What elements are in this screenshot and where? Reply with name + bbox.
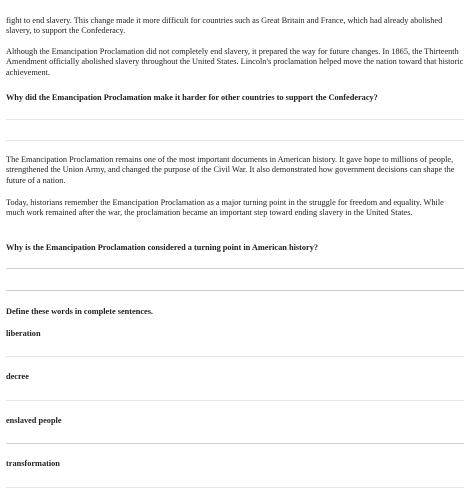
paragraph-thirteenth-amendment: Although the Emancipation Proclamation did not completely end slavery, it prepared the way for future changes. In 1865, the Thirteenth Amendment officially abolished slavery throughout the United States. Lincoln's proclamation helped move the nation toward that historic achievement. [6,47,464,77]
answer-line-1b[interactable] [6,140,464,141]
answer-line-2b[interactable] [6,290,464,291]
question-2: Why is the Emancipation Proclamation considered a turning point in American history? [6,243,318,252]
paragraph-turning-point: Today, historians remember the Emancipation Proclamation as a major turning point in the struggle for freedom and equality. While much work remained after the war, the proclamation became an important step toward ending slavery in the United States. [6,198,444,218]
answer-line-1a[interactable] [6,119,464,120]
vocab-answer-line-transformation[interactable] [6,487,464,488]
vocab-answer-line-decree[interactable] [6,400,464,401]
vocab-word-enslaved-people: enslaved people [6,416,62,425]
answer-line-2a[interactable] [6,268,464,269]
vocab-answer-line-enslaved-people[interactable] [6,443,464,444]
vocab-answer-line-liberation[interactable] [6,356,464,357]
paragraph-importance: The Emancipation Proclamation remains one of the most important documents in American history. It gave hope to millions of people, strengthened the Union Army, and changed the purpose of the Civil War. It also demonstrated how government decisions can shape the future of a nation. [6,155,455,185]
paragraph-slavery-change: fight to end slavery. This change made it more difficult for countries such as Great Britain and France, which had already abolished slavery, to support the Confederacy. [6,16,443,36]
vocab-word-liberation: liberation [6,329,41,338]
vocab-word-transformation: transformation [6,459,60,468]
vocabulary-instruction: Define these words in complete sentences. [6,307,154,316]
question-1: Why did the Emancipation Proclamation make it harder for other countries to support the Confederacy? [6,93,378,102]
vocab-word-decree: decree [6,372,29,381]
